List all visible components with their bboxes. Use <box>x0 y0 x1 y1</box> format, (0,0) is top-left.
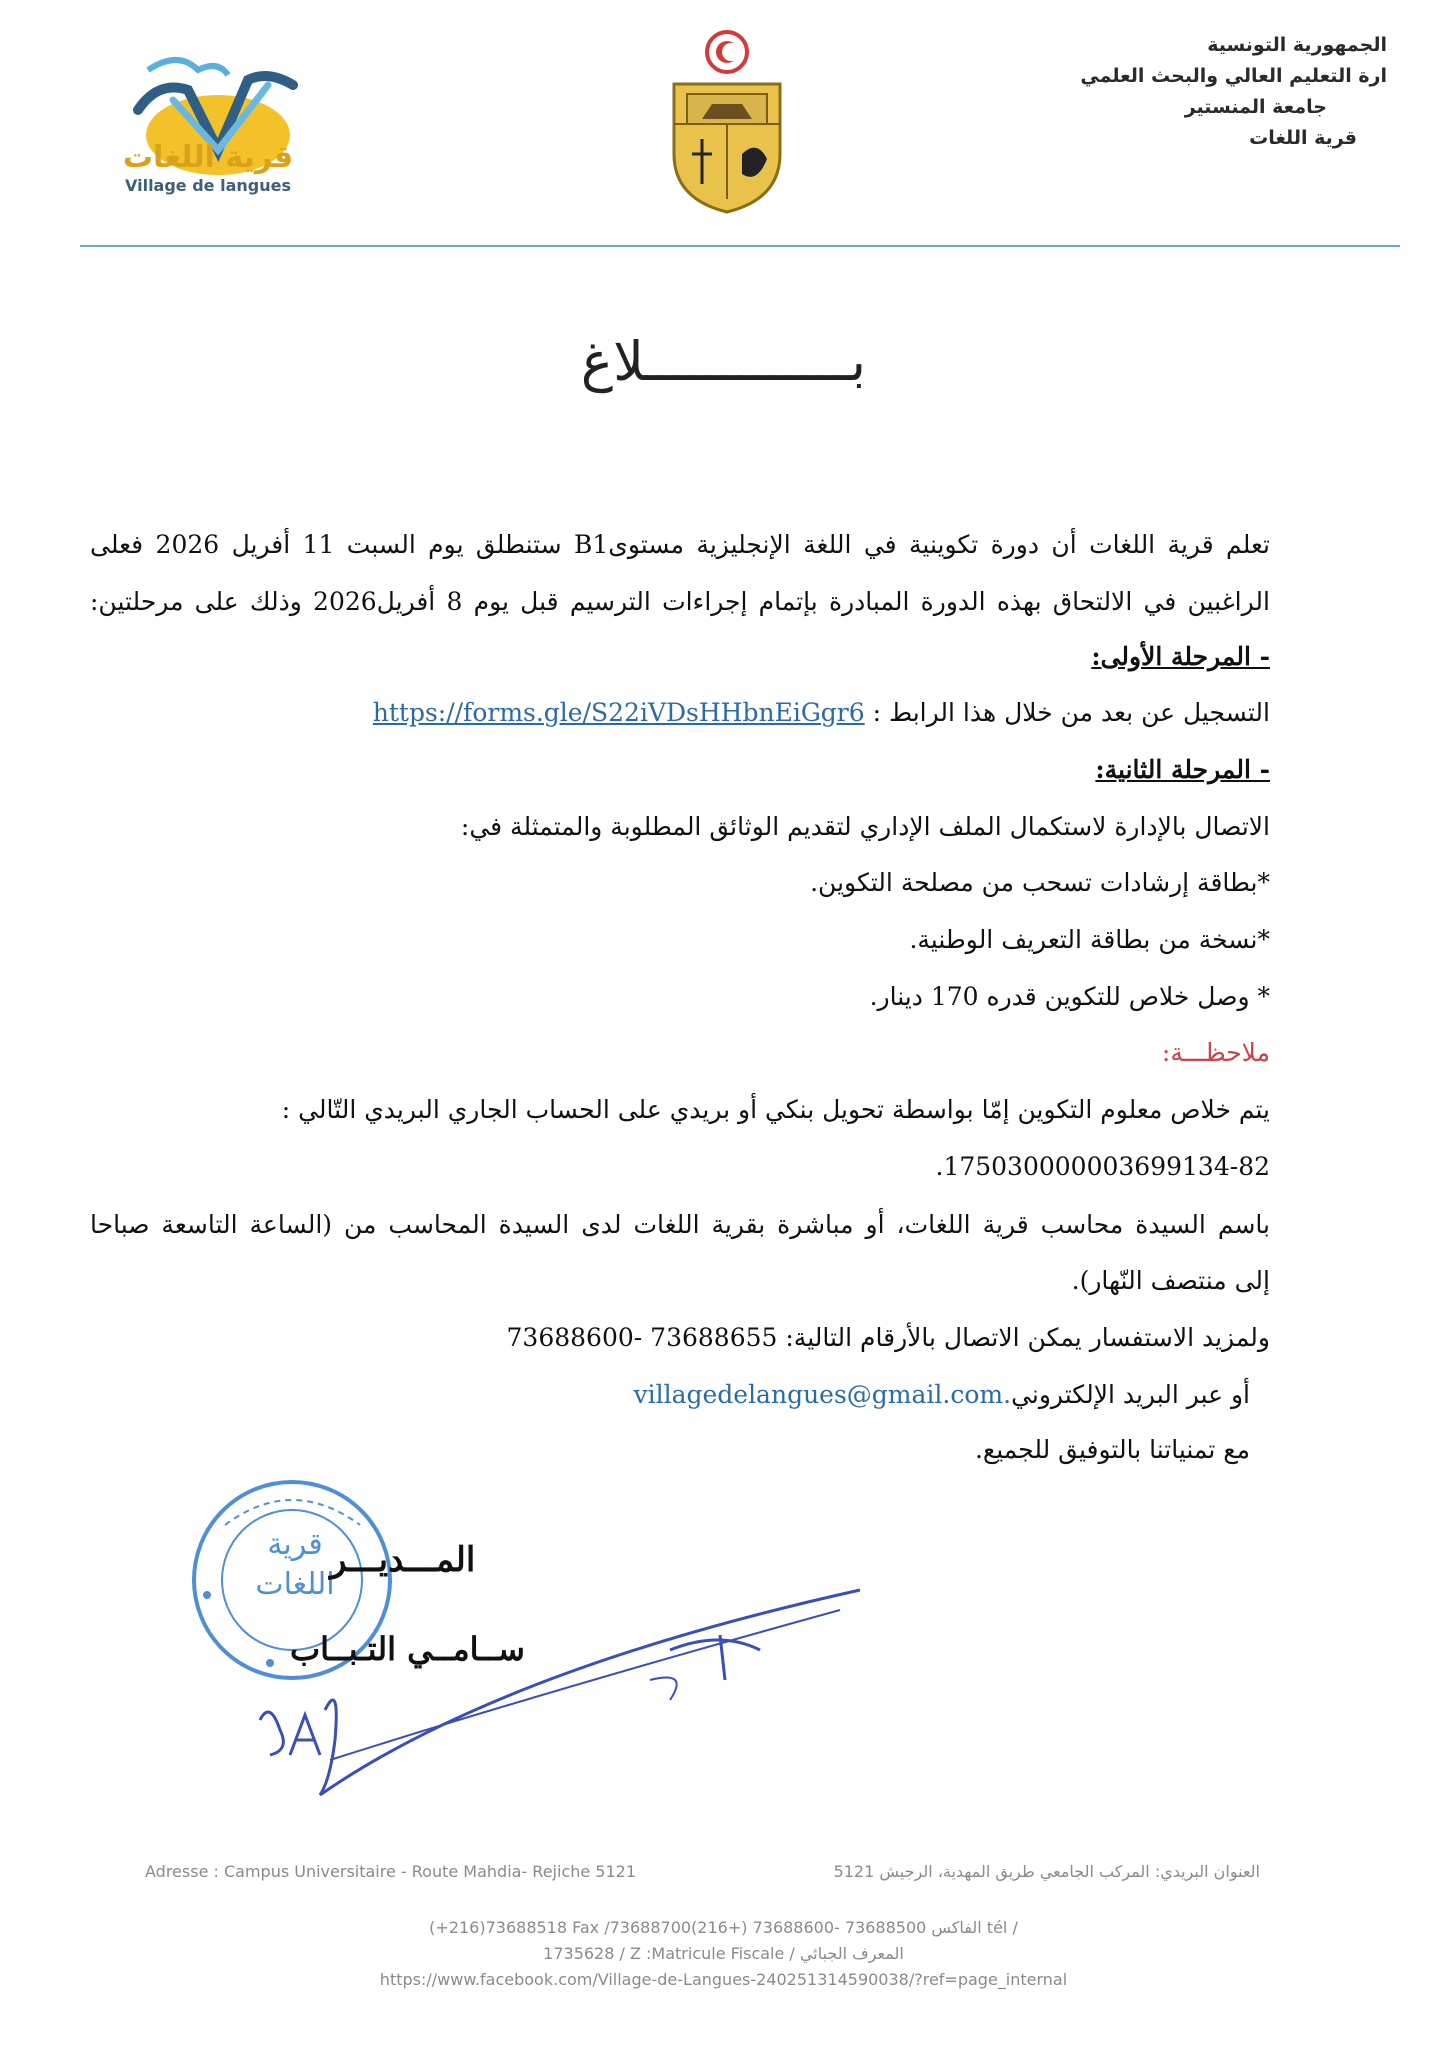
note-line: باسم السيدة محاسب قرية اللغات، أو مباشرة بقرية اللغات لدى السيدة المحاسب من (الساعة التاسعة صباحا <box>90 1210 1270 1239</box>
stage1-description: التسجيل عن بعد من خلال هذا الرابط : <box>872 698 1270 727</box>
footer-facebook-link[interactable]: https://www.facebook.com/Village-de-Langues-240251314590038/?ref=page_internal <box>379 1970 1068 1989</box>
body-paragraph-line: الراغبين في الالتحاق بهذه الدورة المبادرة بإتمام إجراءات الترسيم قبل يوم 8 أفريل2026 وذلك على مرحلتين: <box>90 587 1270 616</box>
stamp-text: قرية اللغات <box>255 1527 335 1602</box>
note-line: إلى منتصف النّهار). <box>1071 1266 1270 1295</box>
contact-phones: ولمزيد الاستفسار يمكن الاتصال بالأرقام التالية: 73688655 -73688600 <box>506 1323 1270 1352</box>
announcement-title: بـــــــــــــلاغ <box>580 330 867 393</box>
stage1-text <box>373 698 1270 727</box>
footer-address-ar: العنوان البريدي: المركب الجامعي طريق المهدية، الرجيش 5121 <box>833 1862 1260 1881</box>
ministry-line: قرية اللغات <box>1249 127 1357 149</box>
ministry-header <box>967 30 1387 154</box>
stage2-text: الاتصال بالإدارة لاستكمال الملف الإداري لتقديم الوثائق المطلوبة والمتمثلة في: <box>460 812 1270 841</box>
tunisia-coat-of-arms-icon <box>662 24 792 214</box>
contact-email-link[interactable]: villagedelangues@gmail.com. <box>633 1380 1012 1409</box>
logo-text-arabic: قرية اللغات <box>122 140 294 175</box>
director-title: المـــديـــر <box>330 1540 476 1580</box>
contact-email-line <box>633 1380 1250 1409</box>
ministry-line: جامعة المنستير <box>1184 96 1327 118</box>
header-divider <box>80 245 1400 247</box>
stage1-heading: - المرحلة الأولى: <box>1091 642 1270 671</box>
footer-phones <box>0 1918 1447 1937</box>
footer-fiscal-text: 1735628 / Z :Matricule Fiscale / المعرف الجبائي <box>543 1944 904 1963</box>
note-label: ملاحظـــة: <box>1161 1038 1270 1067</box>
postal-account-number: 175030000003699134-82. <box>935 1152 1270 1181</box>
required-doc-item: *بطاقة إرشادات تسحب من مصلحة التكوين. <box>810 868 1270 897</box>
ministry-line: ارة التعليم العالي والبحث العلمي <box>1080 65 1387 87</box>
footer-fiscal <box>0 1944 1447 1963</box>
note-line: يتم خلاص معلوم التكوين إمّا بواسطة تحويل بنكي أو بريدي على الحساب الجاري البريدي التّالي : <box>281 1095 1270 1124</box>
stage2-heading: - المرحلة الثانية: <box>1095 755 1270 784</box>
footer-address-fr: Adresse : Campus Universitaire - Route Mahdia- Rejiche 5121 <box>145 1862 637 1881</box>
email-prefix: أو عبر البريد الإلكتروني <box>1011 1380 1250 1409</box>
logo-text-french: Village de langues <box>125 176 291 195</box>
registration-form-link[interactable]: https://forms.gle/S22iVDsHHbnEiGgr6 <box>372 698 865 727</box>
ministry-line: الجمهورية التونسية <box>1207 34 1387 56</box>
footer-facebook <box>0 1970 1447 1989</box>
closing-line: مع تمنياتنا بالتوفيق للجميع. <box>974 1435 1250 1464</box>
handwritten-signature <box>250 1580 870 1820</box>
required-doc-item: *نسخة من بطاقة التعريف الوطنية. <box>909 925 1270 954</box>
director-name: ســامــي التـبــاب <box>290 1630 525 1668</box>
required-doc-item: * وصل خلاص للتكوين قدره 170 دينار. <box>869 982 1270 1011</box>
body-paragraph-line: تعلم قرية اللغات أن دورة تكوينية في اللغة الإنجليزية مستوىB1 ستنطلق يوم السبت 11 أفريل 2026 فعلى <box>90 530 1270 559</box>
footer-phones-text: (+216)73688518 Fax /الفاكس 73688500 -73688600 (+216)73688700 tél / <box>429 1918 1018 1937</box>
